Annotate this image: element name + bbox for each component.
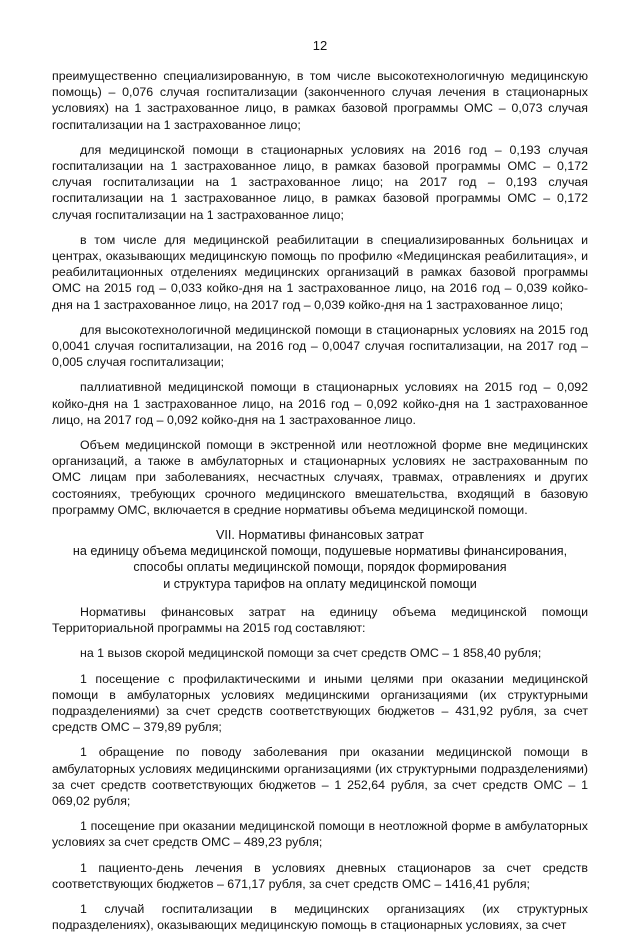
paragraph: для медицинской помощи в стационарных условиях на 2016 год – 0,193 случая госпитализации на 1 застрахованное лицо, в рамках базовой программы ОМС – 0,172 случая госпитализации на 1 застрахованное лицо; на 2017 год – 0,193 случая госпитализации на 1 застрахованное лицо, в рамках базовой программы ОМС – 0,172 случая госпитализации на 1 застрахованное лицо; (52, 142, 588, 222)
paragraph: Нормативы финансовых затрат на единицу объема медицинской помощи Территориальной программы на 2015 год составляют: (52, 604, 588, 636)
document-body (52, 68, 588, 942)
paragraph: 1 случай госпитализации в медицинских организациях (их структурных подразделениях), оказывающих медицинскую помощь в стационарных условиях, за счет (52, 901, 588, 933)
section-title: VII. Нормативы финансовых затрат (216, 528, 424, 543)
paragraph: на 1 вызов скорой медицинской помощи за счет средств ОМС – 1 858,40 рубля; (80, 646, 542, 661)
paragraph: 1 пациенто-день лечения в условиях дневных стационаров за счет средств соответствующих бюджетов – 671,17 рубля, за счет средств ОМС – 1416,41 рубля; (52, 860, 588, 891)
paragraph: преимущественно специализированную, в том числе высокотехнологичную медицинскую помощь) – 0,076 случая госпитализации (законченного случая лечения в стационарных условиях) на 1 застрахованное лицо, в рамках базовой программы ОМС – 0,073 случая госпитализации на 1 застрахованное лицо; (52, 69, 588, 132)
paragraph: 1 посещение при оказании медицинской помощи в неотложной форме в амбулаторных условиях за счет средств ОМС – 489,23 рубля; (52, 819, 588, 850)
paragraphs-after (52, 604, 588, 933)
section-subtitle-line: на единицу объема медицинской помощи, подушевые нормативы финансирования, (72, 544, 568, 559)
paragraph: паллиативной медицинской помощи в стационарных условиях на 2015 год – 0,092 койко-дня на 1 застрахованное лицо, на 2016 год – 0,092 койко-дня на 1 застрахованное лицо, на 2017 год – 0,092 койко-дня на 1 застрахованное лицо. (52, 380, 588, 427)
paragraph: в том числе для медицинской реабилитации в специализированных больницах и центрах, оказывающих медицинскую помощь по профилю «Медицинская реабилитация», и реабилитационных отделениях медицинских организаций в рамках базовой программы ОМС на 2015 год – 0,033 койко-дня на 1 застрахованное лицо, на 2016 год – 0,039 койко-дня на 1 застрахованное лицо, на 2017 год – 0,039 койко-дня на 1 застрахованное лицо; (52, 232, 588, 312)
paragraphs-before (52, 68, 588, 518)
paragraph: для высокотехнологичной медицинской помощи в стационарных условиях на 2015 год 0,0041 случая госпитализации, на 2016 год – 0,0047 случая госпитализации, на 2017 год – 0,005 случая госпитализации; (52, 322, 588, 370)
paragraph: Объем медицинской помощи в экстренной или неотложной форме вне медицинских организаций, а также в амбулаторных и стационарных условиях не застрахованным по ОМС лицам при заболеваниях, несчастных случаях, травмах, отравлениях и других состояниях, требующих срочного медицинского вмешательства, входящий в базовую программу ОМС, включается в средние нормативы объема медицинской помощи. (52, 438, 588, 517)
section-heading (52, 527, 588, 592)
paragraph: 1 посещение с профилактическими и иными целями при оказании медицинской помощи в амбулаторных условиях медицинскими организациями (их структурными подразделениями) за счет средств соответствующих бюджетов – 431,92 рубля, за счет средств ОМС – 379,89 рубля; (52, 671, 588, 735)
section-subtitle-line: и структура тарифов на оплату медицинской помощи (163, 576, 477, 591)
paragraph: 1 обращение по поводу заболевания при оказании медицинской помощи в амбулаторных условиях медицинскими организациями (их структурными подразделениями) за счет средств соответствующих бюджетов – 1 252,64 рубля, за счет средств ОМС – 1 069,02 рубля; (52, 745, 588, 808)
section-subtitle-line: способы оплаты медицинской помощи, порядок формирования (133, 560, 507, 575)
page-number: 12 (312, 38, 328, 53)
